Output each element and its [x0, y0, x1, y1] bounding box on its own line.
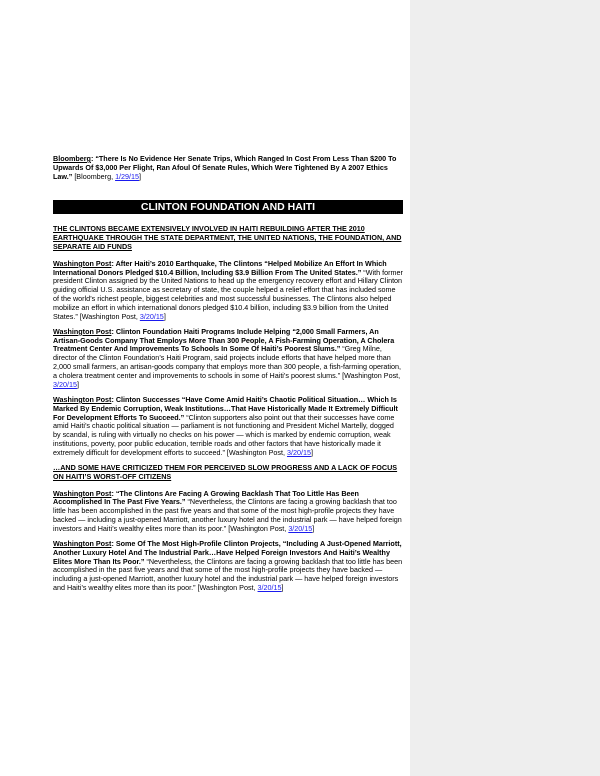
headline: Some Of The Most High-Profile Clinton Projects, “Including A Just-Opened Marriott, Another Luxury Hotel And The Industrial Park…Have Helped Foreign Investors And Haiti’s Wealthy Elites More Than Its Poor.” [53, 539, 402, 566]
entry-paragraph: Washington Post: Clinton Successes “Have Come Amid Haiti’s Chaotic Political Situation… Which Is Marked By Endemic Corruption, Weak Institutions…That Have Historically Made It Extremely Difficult For Development Efforts To Succeed.” “Clinton supporters also point out that their successes have come amid Haiti’s chaotic political situation — parliament is not functioning and President Michel Martelly, dogged by scandal, is ruling with virtually no checks on his power — which is marked by endemic corruption, weak institutions, poverty, poor public education, terrible roads and other factors that have historically made it extremely difficult for development efforts to succeed.” [Washington Post, 3/20/15] [53, 394, 398, 457]
subheading: …AND SOME HAVE CRITICIZED THEM FOR PERCEIVED SLOW PROGRESS AND A LACK OF FOCUS ON HAITI’S WORST-OFF CITIZENS [53, 463, 398, 481]
citation-link[interactable]: 3/20/15 [257, 583, 282, 593]
source-label: Washington Post [53, 539, 112, 549]
entry-paragraph: Washington Post: “The Clintons Are Facing A Growing Backlash That Too Little Has Been Accomplished In The Past Five Years.” “Nevertheless, the Clintons are facing a growing backlash that too little has been accomplished in the past five years and that some of the most high-profile projects they have backed — including a just-opened Marriott, another luxury hotel and the industrial park — have helped foreign investors and Haiti’s wealthy elites more than its poor.” [Washington Post, 3/20/15] [53, 488, 402, 533]
section-heading: CLINTON FOUNDATION AND HAITI [53, 200, 403, 214]
headline: After Haiti’s 2010 Earthquake, The Clintons “Helped Mobilize An Effort In Which International Donors Pledged $10.4 Billion, Including $3.9 Billion From The United States.” [53, 258, 387, 277]
headline: “The Clintons Are Facing A Growing Backlash That Too Little Has Been Accomplished In The Past Five Years.” [53, 488, 359, 507]
document-body [53, 155, 403, 599]
entry-paragraph: Washington Post: After Haiti’s 2010 Earthquake, The Clintons “Helped Mobilize An Effort In Which International Donors Pledged $10.4 Billion, Including $3.9 Billion From The United States.” “With former president Clinton assigned by the United Nations to head up the emergency recovery effort and Hillary Clinton guiding official U.S. assistance as secretary of state, the couple helped a relief effort that has included some of the world’s richest people, biggest celebrities and most successful businesses. The Clintons also helped mobilize an effort in which international donors pledged $10.4 billion, including $3.9 billion from the United States.” [Washington Post, 3/20/15] [53, 258, 403, 321]
source-label: Washington Post [53, 488, 112, 498]
headline: Clinton Foundation Haiti Programs Include Helping “2,000 Small Farmers, An Artisan-Goods Company That Employs More Than 300 People, A Fish-Farming Operation, A Cholera Treatment Center And Improvements To Schools In Some Of Haiti’s Poorest Slums.” [53, 326, 395, 354]
body-text: “Nevertheless, the Clintons are facing a growing backlash that too little has been accomplished in the past five years and that some of the most high-profile projects they have backed — including a just-opened Marriott, another luxury hotel and the industrial park — have helped foreign investors and Haiti’s wealthy elites more than its poor.” [Washington Post, [53, 497, 402, 533]
body-text: “Nevertheless, the Clintons are facing a growing backlash that too little has been accomplished in the past five years and that some of the most high-profile projects they have backed — including a just-opened Marriott, another luxury hotel and the industrial park — have helped foreign investors and Haiti’s wealthy elites more than its poor.” [Washington Post, [53, 556, 403, 593]
body-text: “With former president Clinton assigned by the United Nations to head up the emergency recovery effort and Hillary Clinton guiding official U.S. assistance as secretary of state, the couple helped a relief effort that has included some of the world’s richest people, biggest celebrities and most successful businesses. The Clintons also helped mobilize an effort in which international donors pledged $10.4 billion, including $3.9 billion from the United States.” [Washington Post, [53, 267, 403, 321]
entry-paragraph: Washington Post: Clinton Foundation Haiti Programs Include Helping “2,000 Small Farmers, An Artisan-Goods Company That Employs More Than 300 People, A Fish-Farming Operation, A Cholera Treatment Center And Improvements To Schools In Some Of Haiti’s Poorest Slums.” “Greg Milne, director of the Clinton Foundation’s Haiti Program, said projects include efforts that have helped more than 2,000 small farmers, an artisan-goods company that employs more than 300 people, a fish-farming operation, a cholera treatment center and improvements to schools in some of Haiti’s poorest slums.” [Washington Post, 3/20/15] [53, 326, 401, 389]
citation: [Bloomberg, [74, 171, 116, 181]
citation-link[interactable]: 3/20/15 [286, 447, 311, 457]
source-label: Washington Post [53, 326, 112, 336]
body-text: “Greg Milne, director of the Clinton Foundation’s Haiti Program, said projects include efforts that have helped more than 2,000 small farmers, an artisan-goods company that employs more than 300 people, a fish-farming operation, a cholera treatment center and improvements to schools in some of Haiti’s poorest slums.” [Washington Post, [53, 344, 401, 380]
headline: Clinton Successes “Have Come Amid Haiti’s Chaotic Political Situation… Which Is Marked By Endemic Corruption, Weak Institutions…That Have Historically Made It Extremely Difficult For Development Efforts To Succeed.” [53, 394, 398, 422]
headline: “There Is No Evidence Her Senate Trips, Which Ranged In Cost From Less Than $200 To Upwards Of $3,000 Per Flight, Ran Afoul Of Senate Rules, Which Were Tightened By A 2007 Ethics Law.” [53, 154, 397, 181]
source-label: Washington Post [53, 394, 112, 404]
citation-link[interactable]: 3/20/15 [53, 379, 77, 389]
subheading: THE CLINTONS BECAME EXTENSIVELY INVOLVED IN HAITI REBUILDING AFTER THE 2010 EARTHQUAKE THROUGH THE STATE DEPARTMENT, THE UNITED NATIONS, THE FOUNDATION, AND SEPARATE AID FUNDS [53, 224, 402, 251]
entry-paragraph: Washington Post: Some Of The Most High-Profile Clinton Projects, “Including A Just-Opened Marriott, Another Luxury Hotel And The Industrial Park…Have Helped Foreign Investors And Haiti’s Wealthy Elites More Than Its Poor.” “Nevertheless, the Clintons are facing a growing backlash that too little has been accomplished in the past five years and that some of the most high-profile projects they have backed — including a just-opened Marriott, another luxury hotel and the industrial park — have helped foreign investors and Haiti’s wealthy elites more than its poor.” [Washington Post, 3/20/15] [53, 539, 403, 593]
body-text: “Clinton supporters also point out that their successes have come amid Haiti’s chaotic political situation — parliament is not functioning and President Michel Martelly, dogged by scandal, is ruling with virtually no checks on his power — which is marked by endemic corruption, weak institutions, poverty, poor public education, terrible roads and other factors that have historically made it extremely difficult for development efforts to succeed.” [Washington Post, [53, 412, 395, 457]
citation-link[interactable]: 3/20/15 [288, 523, 313, 533]
source-label: Washington Post [53, 258, 112, 268]
citation-link[interactable]: 3/20/15 [139, 311, 164, 321]
comment-sidebar [410, 0, 600, 776]
citation-link[interactable]: 1/29/15 [115, 171, 140, 181]
source-label: Bloomberg [53, 154, 91, 163]
intro-paragraph: Bloomberg: “There Is No Evidence Her Senate Trips, Which Ranged In Cost From Less Than $200 To Upwards Of $3,000 Per Flight, Ran Afoul Of Senate Rules, Which Were Tightened By A 2007 Ethics Law.” [Bloomberg, 1/29/15] [53, 154, 397, 181]
